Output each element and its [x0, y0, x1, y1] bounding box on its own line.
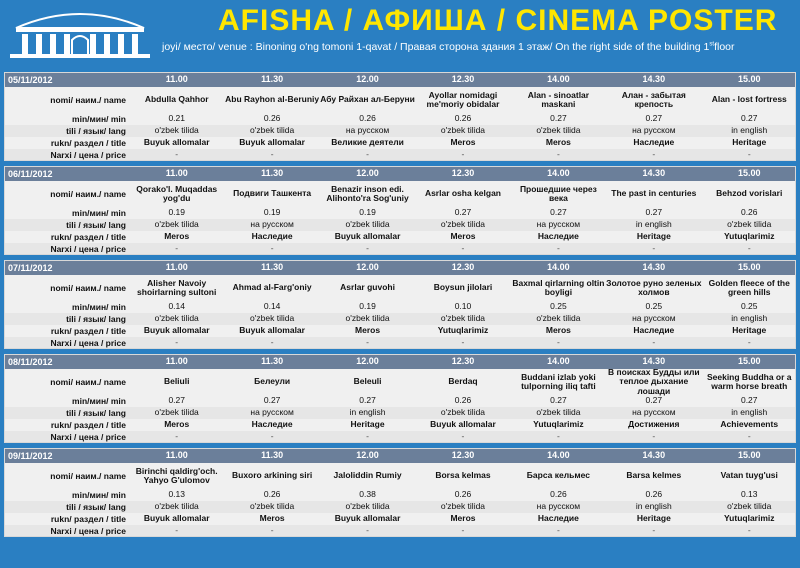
- cell-name: Золотое руно зеленых холмов: [606, 277, 702, 297]
- show-time: 11.00: [165, 74, 188, 85]
- cell-lang: in english: [731, 407, 768, 418]
- row-label-name: nomi/ наим./ name: [50, 283, 126, 293]
- cell-name: Vatan tuyg'usi: [720, 470, 778, 481]
- row-name: [5, 275, 795, 301]
- cell-price: -: [652, 148, 656, 159]
- cell-lang: на русском: [536, 219, 581, 230]
- cell-lang: o'zbek tilida: [440, 313, 486, 324]
- cell-lang: на русском: [632, 407, 676, 418]
- cell-name: Boysun jilolari: [433, 282, 493, 293]
- cell-name: Baxmal qirlarning oltin boyligi: [512, 277, 605, 297]
- cell-price: -: [366, 148, 369, 159]
- day-header: [5, 261, 795, 275]
- cell-min: 0.27: [454, 207, 472, 218]
- venue-text: joyi/ место/ venue : Binoning o'ng tomoni 1-qavat / Правая сторона здания 1 этаж/ On the right side of the building 1: [162, 41, 710, 53]
- cell-lang: o'zbek tilida: [250, 313, 295, 324]
- cell-min: 0.27: [359, 395, 376, 406]
- cell-title: Buyuk allomalar: [334, 231, 401, 242]
- cell-min: 0.27: [740, 113, 758, 124]
- cell-name: Borsa kelmas: [435, 470, 491, 481]
- row-title: [5, 513, 795, 525]
- row-price: [5, 337, 795, 348]
- cell-name: Seeking Buddha or a warm horse breath: [706, 371, 792, 391]
- cell-title: Достижения: [628, 419, 680, 430]
- cell-min: 0.26: [454, 395, 472, 406]
- show-time: 12.30: [451, 356, 475, 367]
- day-date: 07/11/2012: [8, 263, 53, 273]
- cell-min: 0.25: [645, 301, 663, 312]
- cell-min: 0.26: [454, 113, 472, 124]
- show-time: 11.30: [261, 74, 284, 85]
- cell-title: Наследие: [537, 513, 579, 524]
- cell-lang: in english: [731, 125, 768, 136]
- day-block: [4, 354, 796, 443]
- cell-min: 0.26: [454, 489, 472, 500]
- row-label-title: rukn/ раздел / title: [50, 232, 126, 242]
- show-time: 11.30: [261, 262, 284, 273]
- row-label-price: Narxi / цена / price: [50, 149, 126, 160]
- row-label-name: nomi/ наим./ name: [50, 377, 126, 387]
- cell-min: 0.13: [168, 489, 185, 500]
- cell-name: Berdaq: [448, 376, 478, 387]
- cell-min: 0.26: [359, 113, 376, 124]
- cell-price: -: [270, 524, 274, 535]
- cell-name: Beliuli: [163, 376, 190, 387]
- cell-price: -: [747, 430, 751, 441]
- row-min: [5, 113, 795, 125]
- show-time: 12.00: [356, 450, 379, 461]
- cell-lang: o'zbek tilida: [440, 407, 486, 418]
- day-block: [4, 72, 796, 161]
- cell-title: Meros: [355, 325, 381, 336]
- row-lang: [5, 313, 795, 325]
- cell-min: 0.26: [263, 113, 281, 124]
- cell-lang: o'zbek tilida: [345, 219, 390, 230]
- cell-price: -: [461, 524, 465, 535]
- show-time: 14.00: [547, 168, 570, 179]
- cell-title: Buyuk allomalar: [143, 513, 210, 524]
- row-label-lang: tili / язык/ lang: [66, 502, 126, 512]
- row-label-lang: tili / язык/ lang: [66, 314, 126, 324]
- cell-lang: o'zbek tilida: [154, 125, 199, 136]
- cell-name: Asrlar osha kelgan: [424, 188, 501, 199]
- cell-lang: in english: [731, 313, 768, 324]
- show-time: 14.30: [642, 168, 666, 179]
- cell-min: 0.26: [550, 489, 567, 500]
- show-time: 15.00: [737, 450, 761, 461]
- cell-name: Alan - sinoatlar maskani: [527, 89, 590, 109]
- cell-price: -: [556, 430, 560, 441]
- cell-price: -: [270, 336, 274, 347]
- cell-min: 0.27: [740, 395, 758, 406]
- cell-name: Buddani izlab yoki tulporning iliq tafti: [521, 371, 596, 391]
- row-label-min: min/мин/ min: [72, 396, 126, 406]
- cell-min: 0.27: [645, 113, 663, 124]
- cell-title: Yutuqlarimiz: [723, 513, 775, 524]
- cell-min: 0.21: [168, 113, 185, 124]
- show-time: 12.00: [356, 262, 379, 273]
- cell-lang: o'zbek tilida: [345, 501, 390, 512]
- show-time: 12.00: [356, 74, 379, 85]
- show-time: 11.30: [261, 168, 284, 179]
- row-label-title: rukn/ раздел / title: [50, 420, 126, 430]
- cell-title: Heritage: [350, 419, 385, 430]
- day-date: 09/11/2012: [8, 451, 53, 461]
- cell-price: -: [461, 336, 465, 347]
- cell-name: Ahmad al-Farg'oniy: [232, 282, 312, 293]
- row-min: [5, 207, 795, 219]
- cell-min: 0.13: [740, 489, 758, 500]
- cell-name: Абу Райхан ал-Беруни: [320, 94, 415, 105]
- show-time: 12.30: [451, 262, 475, 273]
- cell-min: 0.19: [168, 207, 185, 218]
- cell-title: Meros: [164, 231, 190, 242]
- cell-lang: o'zbek tilida: [536, 313, 581, 324]
- show-time: 11.00: [165, 262, 188, 273]
- cell-min: 0.14: [168, 301, 185, 312]
- cell-name: Белеули: [254, 376, 291, 387]
- day-header: [5, 167, 795, 181]
- cell-min: 0.25: [550, 301, 567, 312]
- row-name: [5, 181, 795, 207]
- show-time: 14.00: [547, 450, 570, 461]
- cell-title: Yutuqlarimiz: [437, 325, 489, 336]
- cell-lang: на русском: [536, 501, 581, 512]
- cell-price: -: [556, 336, 560, 347]
- show-time: 15.00: [737, 168, 761, 179]
- cell-lang: o'zbek tilida: [727, 501, 772, 512]
- row-price: [5, 243, 795, 254]
- cell-title: Наследие: [251, 231, 293, 242]
- row-title: [5, 231, 795, 243]
- row-label-price: Narxi / цена / price: [50, 243, 126, 254]
- cell-price: -: [461, 430, 465, 441]
- cell-title: Buyuk allomalar: [143, 325, 210, 336]
- cell-min: 0.27: [168, 395, 185, 406]
- cell-title: Meros: [545, 325, 571, 336]
- cell-lang: o'zbek tilida: [250, 501, 295, 512]
- show-time: 11.00: [165, 356, 188, 367]
- cell-lang: o'zbek tilida: [345, 313, 390, 324]
- show-time: 15.00: [737, 356, 761, 367]
- show-time: 14.30: [642, 74, 666, 85]
- cell-title: Великие деятели: [331, 137, 404, 148]
- row-label-lang: tili / язык/ lang: [66, 408, 126, 418]
- cell-name: Alisher Navoiy shoirlarning sultoni: [137, 277, 217, 297]
- cell-title: Buyuk allomalar: [239, 325, 305, 336]
- show-time: 12.30: [451, 168, 475, 179]
- cell-min: 0.27: [550, 395, 567, 406]
- cell-name: Golden fleece of the green hills: [708, 277, 790, 297]
- cell-name: Abdulla Qahhor: [144, 94, 209, 105]
- row-label-price: Narxi / цена / price: [50, 337, 126, 348]
- page-title: AFISHA / АФИША / CINEMA POSTER: [218, 4, 778, 37]
- cell-lang: o'zbek tilida: [250, 125, 295, 136]
- row-price: [5, 431, 795, 442]
- day-date: 05/11/2012: [8, 75, 53, 85]
- cell-price: -: [366, 524, 369, 535]
- day-block: [4, 260, 796, 349]
- row-lang: [5, 407, 795, 419]
- cell-lang: o'zbek tilida: [536, 407, 581, 418]
- cell-lang: на русском: [345, 125, 390, 136]
- row-price: [5, 525, 795, 536]
- cell-title: Buyuk allomalar: [143, 137, 210, 148]
- cell-min: 0.10: [454, 301, 472, 312]
- cell-min: 0.27: [645, 395, 663, 406]
- cell-lang: o'zbek tilida: [727, 219, 772, 230]
- cell-price: -: [747, 242, 751, 253]
- cell-price: -: [175, 524, 179, 535]
- cell-lang: o'zbek tilida: [154, 219, 199, 230]
- venue-sup: st: [709, 41, 715, 48]
- cell-price: -: [175, 430, 179, 441]
- row-label-lang: tili / язык/ lang: [66, 220, 126, 230]
- cell-price: -: [652, 524, 656, 535]
- cell-price: -: [366, 336, 369, 347]
- show-time: 15.00: [737, 262, 761, 273]
- cell-lang: на русском: [250, 407, 294, 418]
- show-time: 14.00: [547, 356, 570, 367]
- row-label-price: Narxi / цена / price: [50, 431, 126, 442]
- show-time: 15.00: [737, 74, 761, 85]
- cell-price: -: [270, 430, 274, 441]
- row-label-title: rukn/ раздел / title: [50, 326, 126, 336]
- cell-title: Meros: [450, 231, 476, 242]
- row-label-name: nomi/ наим./ name: [50, 95, 126, 105]
- cell-price: -: [652, 242, 656, 253]
- cell-min: 0.27: [550, 113, 567, 124]
- venue-line: [162, 41, 796, 53]
- show-time: 14.30: [642, 262, 666, 273]
- cell-lang: o'zbek tilida: [440, 501, 486, 512]
- day-block: [4, 448, 796, 537]
- row-label-title: rukn/ раздел / title: [50, 514, 126, 524]
- row-label-min: min/мин/ min: [72, 114, 126, 124]
- row-title: [5, 325, 795, 337]
- cell-title: Achievements: [720, 419, 779, 430]
- cell-name: Benazir inson edi. Alihonto'ra Sog'uniy: [326, 183, 409, 203]
- row-label-lang: tili / язык/ lang: [66, 126, 126, 136]
- cell-min: 0.38: [359, 489, 376, 500]
- cell-lang: o'zbek tilida: [154, 407, 199, 418]
- cinema-building-logo: [6, 6, 154, 60]
- cell-title: Heritage: [636, 513, 671, 524]
- row-label-name: nomi/ наим./ name: [50, 471, 126, 481]
- cell-name: The past in centuries: [611, 188, 697, 199]
- cell-min: 0.27: [263, 395, 281, 406]
- cell-lang: in english: [635, 501, 672, 512]
- cell-name: Alan - lost fortress: [711, 94, 787, 105]
- cell-min: 0.26: [740, 207, 758, 218]
- row-min: [5, 301, 795, 313]
- cell-name: Алан - забытая крепость: [621, 89, 686, 109]
- cell-title: Buyuk allomalar: [334, 513, 401, 524]
- cell-min: 0.19: [359, 301, 376, 312]
- cell-lang: на русском: [632, 313, 676, 324]
- row-label-title: rukn/ раздел / title: [50, 138, 126, 148]
- cell-min: 0.27: [550, 207, 567, 218]
- cell-title: Heritage: [732, 325, 767, 336]
- cell-title: Наследие: [537, 231, 579, 242]
- cell-name: Asrlar guvohi: [340, 282, 395, 293]
- row-label-price: Narxi / цена / price: [50, 525, 126, 536]
- cell-price: -: [652, 336, 656, 347]
- cell-name: Abu Rayhon al-Beruniy: [225, 94, 320, 105]
- row-label-min: min/мин/ min: [72, 302, 126, 312]
- cell-lang: o'zbek tilida: [536, 125, 581, 136]
- cell-name: Jaloliddin Rumiy: [333, 470, 402, 481]
- day-header: [5, 449, 795, 463]
- cell-price: -: [270, 242, 274, 253]
- day-date: 08/11/2012: [8, 357, 53, 367]
- day-date: 06/11/2012: [8, 169, 53, 179]
- row-lang: [5, 501, 795, 513]
- cell-lang: o'zbek tilida: [154, 313, 199, 324]
- cell-name: В поисках Будды или теплое дыхание лошади: [608, 366, 700, 396]
- cell-price: -: [747, 336, 751, 347]
- cell-price: -: [556, 524, 560, 535]
- cell-lang: in english: [635, 219, 672, 230]
- row-lang: [5, 219, 795, 231]
- cell-name: Barsa kelmes: [626, 470, 682, 481]
- day-header: [5, 73, 795, 87]
- show-time: 12.00: [356, 168, 379, 179]
- cell-title: Heritage: [732, 137, 767, 148]
- show-time: 12.30: [451, 450, 475, 461]
- header: [0, 0, 800, 64]
- cell-price: -: [652, 430, 656, 441]
- cell-price: -: [175, 336, 179, 347]
- show-time: 14.30: [642, 450, 666, 461]
- day-block: [4, 166, 796, 255]
- cell-lang: o'zbek tilida: [154, 501, 199, 512]
- cell-title: Наследие: [633, 137, 675, 148]
- cell-name: Beleuli: [353, 376, 382, 387]
- cell-name: Qorako'l. Muqaddas yog'du: [136, 183, 218, 203]
- cell-min: 0.26: [645, 489, 663, 500]
- show-time: 14.30: [642, 356, 666, 367]
- cell-name: Барса кельмес: [526, 470, 590, 481]
- row-name: [5, 87, 795, 113]
- cell-title: Meros: [259, 513, 285, 524]
- row-label-min: min/мин/ min: [72, 490, 126, 500]
- show-time: 11.30: [261, 450, 284, 461]
- cell-title: Meros: [164, 419, 190, 430]
- schedule: [4, 72, 796, 542]
- show-time: 11.00: [165, 450, 188, 461]
- cell-price: -: [270, 148, 274, 159]
- row-min: [5, 489, 795, 501]
- cell-min: 0.14: [263, 301, 281, 312]
- cell-name: Birinchi qaldirg'och. Yahyo G'ulomov: [135, 465, 218, 485]
- cell-title: Buyuk allomalar: [430, 419, 496, 430]
- row-name: [5, 366, 795, 396]
- cell-name: Подвиги Ташкента: [233, 188, 312, 199]
- cell-name: Ayollar nomidagi me'moriy obidalar: [426, 89, 500, 109]
- row-min: [5, 395, 795, 407]
- row-title: [5, 137, 795, 149]
- cell-lang: o'zbek tilida: [440, 125, 486, 136]
- cell-lang: на русском: [250, 219, 294, 230]
- cell-title: Meros: [450, 513, 476, 524]
- cell-title: Meros: [450, 137, 476, 148]
- cell-title: Наследие: [251, 419, 293, 430]
- cell-name: Behzod vorislari: [716, 188, 783, 199]
- show-time: 14.00: [547, 262, 570, 273]
- cell-title: Наследие: [633, 325, 675, 336]
- cell-title: Heritage: [636, 231, 671, 242]
- cell-name: Buxoro arkining siri: [231, 470, 313, 481]
- show-time: 11.30: [261, 356, 284, 367]
- cell-min: 0.26: [263, 489, 281, 500]
- show-time: 12.30: [451, 74, 475, 85]
- row-price: [5, 149, 795, 160]
- cell-title: Yutuqlarimiz: [533, 419, 584, 430]
- cell-lang: на русском: [632, 125, 676, 136]
- cell-name: Прошедшие через века: [519, 183, 597, 203]
- cell-price: -: [175, 148, 179, 159]
- cell-title: Meros: [545, 137, 571, 148]
- cell-lang: in english: [349, 407, 386, 418]
- cell-min: 0.19: [359, 207, 376, 218]
- row-label-name: nomi/ наим./ name: [50, 189, 126, 199]
- cell-price: -: [556, 148, 560, 159]
- show-time: 12.00: [356, 356, 379, 367]
- cell-title: Yutuqlarimiz: [723, 231, 775, 242]
- show-time: 11.00: [165, 168, 188, 179]
- cell-title: Buyuk allomalar: [239, 137, 305, 148]
- venue-floor: floor: [714, 41, 735, 53]
- show-time: 14.00: [547, 74, 570, 85]
- row-label-min: min/мин/ min: [72, 208, 126, 218]
- row-lang: [5, 125, 795, 137]
- row-title: [5, 419, 795, 431]
- cell-price: -: [461, 148, 465, 159]
- cell-price: -: [175, 242, 179, 253]
- row-name: [5, 463, 795, 489]
- cell-price: -: [747, 148, 751, 159]
- cell-min: 0.27: [645, 207, 663, 218]
- cell-min: 0.25: [740, 301, 758, 312]
- cell-price: -: [747, 524, 751, 535]
- cell-price: -: [461, 242, 465, 253]
- cell-lang: o'zbek tilida: [440, 219, 486, 230]
- cell-price: -: [366, 242, 369, 253]
- cell-price: -: [366, 430, 369, 441]
- cell-min: 0.19: [263, 207, 281, 218]
- cell-price: -: [556, 242, 560, 253]
